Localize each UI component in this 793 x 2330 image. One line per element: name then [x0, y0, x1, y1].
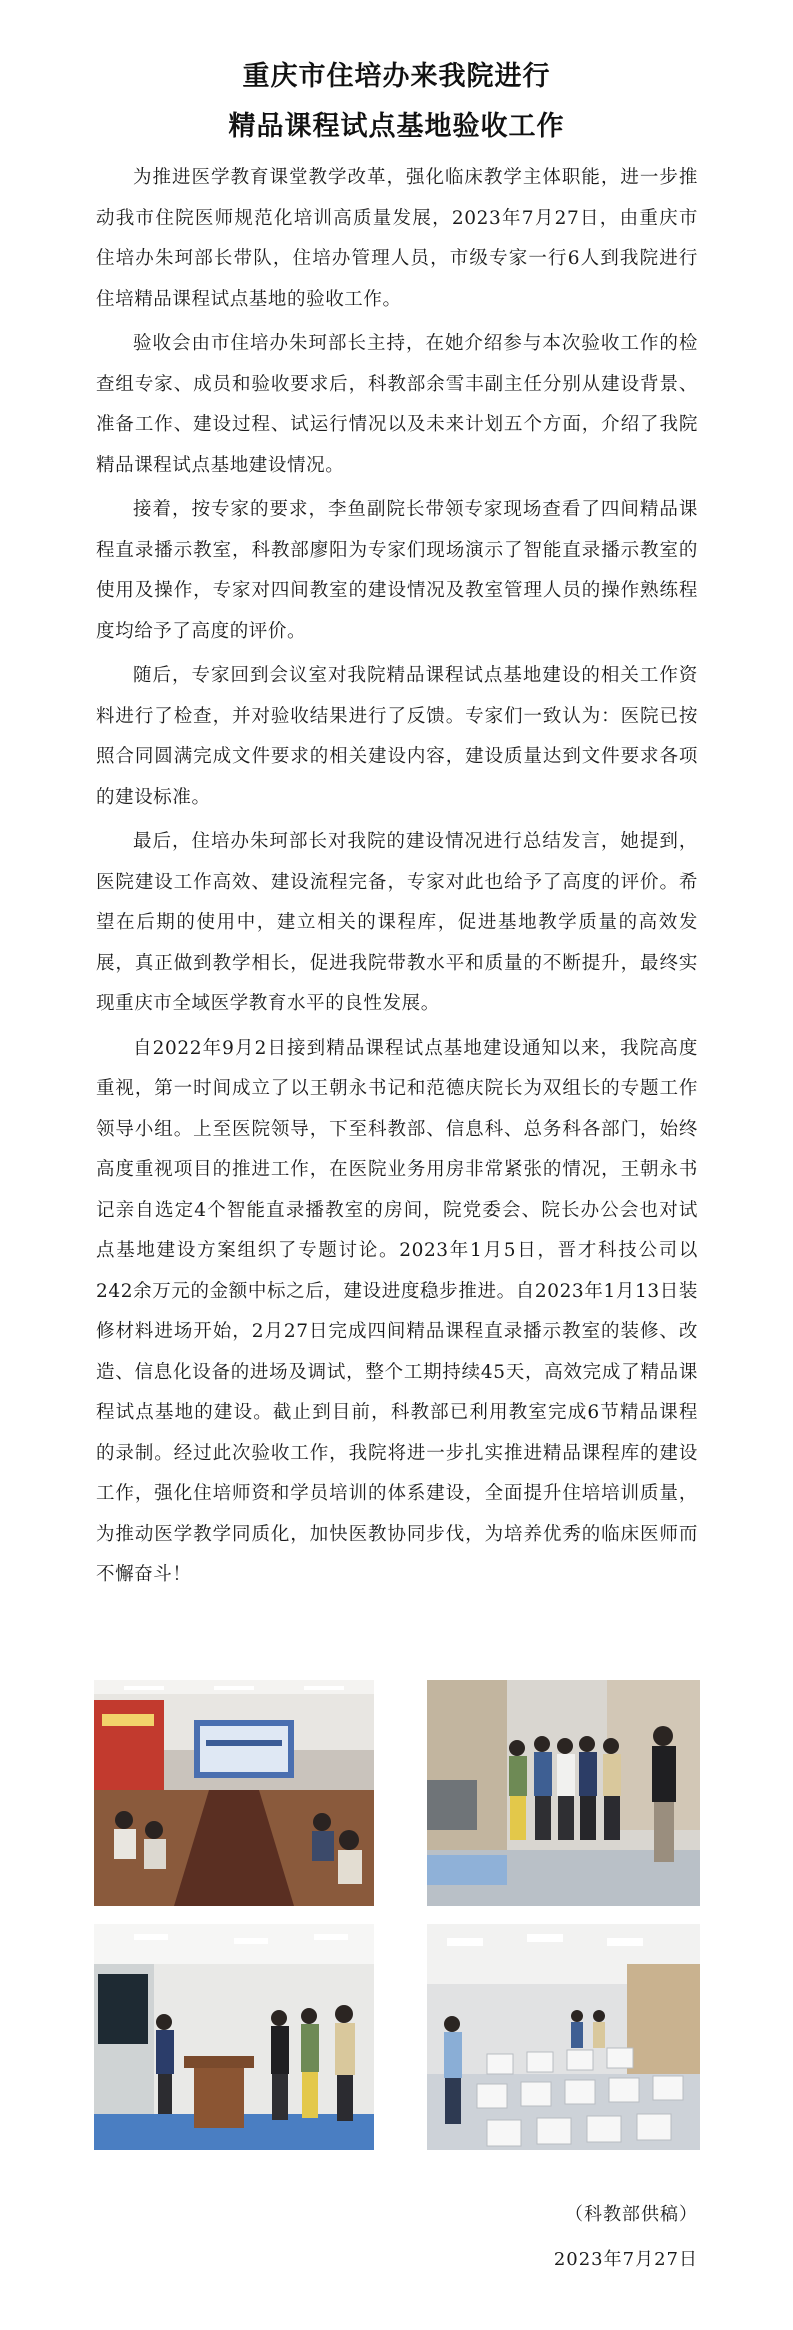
article-header — [0, 52, 793, 152]
paragraph-4: 随后，专家回到会议室对我院精品课程试点基地建设的相关工作资料进行了检查，并对验收结果进行了反馈。专家们一致认为：医院已按照合同圆满完成文件要求的相关建设内容，建设质量达到文件要求各项的建设标准。 — [96, 665, 698, 808]
article-body — [96, 158, 698, 1600]
article-source: （科教部供稿） — [565, 2204, 698, 2225]
photo-grid — [94, 1680, 700, 2150]
photo-meeting-room — [94, 1680, 374, 1906]
page-title-line-1: 重庆市住培办来我院进行 — [242, 61, 551, 92]
paragraph-1: 为推进医学教育课堂教学改革，强化临床教学主体职能，进一步推动我市住院医师规范化培训高质量发展，2023年7月27日，由重庆市住培办朱珂部长带队，住培办管理人员，市级专家一行6人到我院进行住培精品课程试点基地的验收工作。 — [96, 167, 698, 310]
paragraph-5: 最后，住培办朱珂部长对我院的建设情况进行总结发言，她提到，医院建设工作高效、建设流程完备，专家对此也给予了高度的评价。希望在后期的使用中，建立相关的课程库，促进基地教学质量的高效发展，真正做到教学相长，促进我院带教水平和质量的不断提升，最终实现重庆市全域医学教育水平的良性发展。 — [96, 831, 698, 1014]
photo-classroom-podium — [94, 1924, 374, 2150]
photo-group-standing — [427, 1680, 700, 1906]
paragraph-2: 验收会由市住培办朱珂部长主持，在她介绍参与本次验收工作的检查组专家、成员和验收要求后，科教部余雪丰副主任分别从建设背景、准备工作、建设过程、试运行情况以及未来计划五个方面，介绍了我院精品课程试点基地建设情况。 — [96, 333, 698, 476]
page-title-line-2: 精品课程试点基地验收工作 — [228, 111, 565, 142]
photo-lecture-hall — [427, 1924, 700, 2150]
article-date: 2023年7月27日 — [553, 2249, 698, 2270]
paragraph-3: 接着，按专家的要求，李鱼副院长带领专家现场查看了四间精品课程直录播示教室，科教部廖阳为专家们现场演示了智能直录播示教室的使用及操作，专家对四间教室的建设情况及教室管理人员的操作熟练程度均给予了高度的评价。 — [96, 499, 698, 642]
paragraph-6: 自2022年9月2日接到精品课程试点基地建设通知以来，我院高度重视，第一时间成立了以王朝永书记和范德庆院长为双组长的专题工作领导小组。上至医院领导，下至科教部、信息科、总务科各部门，始终高度重视项目的推进工作，在医院业务用房非常紧张的情况，王朝永书记亲自选定4个智能直录播教室的房间，院党委会、院长办公会也对试点基地建设方案组织了专题讨论。2023年1月5日，晋才科技公司以242余万元的金额中标之后，建设进度稳步推进。自2023年1月13日装修材料进场开始，2月27日完成四间精品课程直录播示教室的装修、改造、信息化设备的进场及调试，整个工期持续45天，高效完成了精品课程试点基地的建设。截止到目前，科教部已利用教室完成6节精品课程的录制。经过此次验收工作，我院将进一步扎实推进精品课程库的建设工作，强化住培师资和学员培训的体系建设，全面提升住培培训质量，为推动医学教学同质化，加快医教协同步伐，为培养优秀的临床医师而不懈奋斗！ — [96, 1037, 698, 1585]
